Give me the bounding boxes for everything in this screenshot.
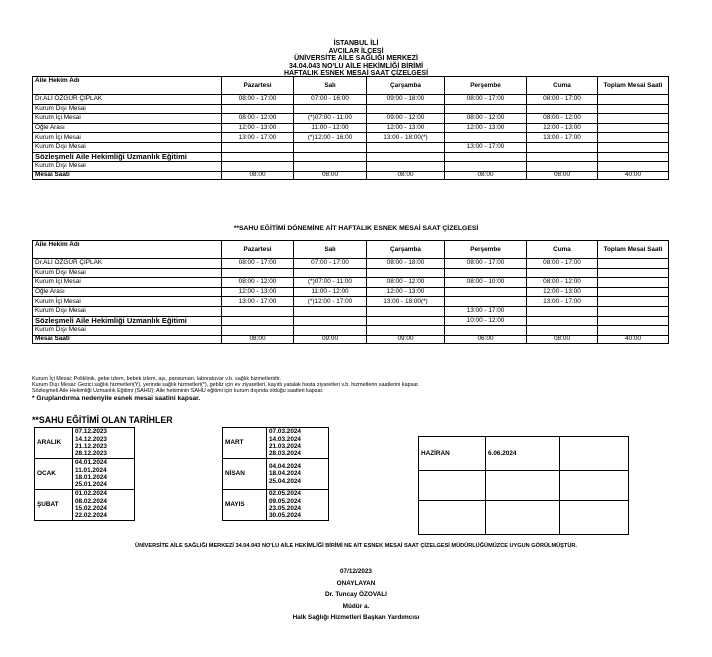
date-value: 14.03.2024 bbox=[269, 435, 301, 443]
approval-statement: ÜNİVERSİTE AİLE SAĞLIĞI MERKEZİ 34.04.043 NO'LU AİLE HEKİMLİĞİ BİRİMİ NE AİT ESNEK MESAİ SAAT ÇİZELGESİ MÜDÜRLÜĞÜMÜZCE UYGUN GÖRÜLMÜŞTÜR. bbox=[135, 543, 577, 549]
table-cell: 12:00 - 13:00 bbox=[222, 287, 294, 297]
table-cell bbox=[294, 162, 367, 172]
table-cell: (*)07:00 - 11:00 bbox=[294, 278, 367, 288]
table-row bbox=[33, 104, 669, 114]
table-cell bbox=[294, 152, 367, 162]
table-cell bbox=[527, 104, 598, 114]
table-cell: 12:00 - 13:00 bbox=[445, 123, 527, 133]
table-cell: 09:00 bbox=[294, 335, 367, 343]
column-header: Toplam Mesai Saati bbox=[598, 77, 669, 95]
column-header: Pazartesi bbox=[222, 77, 294, 95]
month-label: NİSAN bbox=[223, 459, 267, 490]
date-value: 04.01.2024 bbox=[75, 459, 107, 467]
date-value: 07.12.2023 bbox=[75, 428, 107, 436]
table-row bbox=[33, 95, 669, 105]
empty-cell bbox=[560, 501, 629, 535]
sahu-schedule-title: **SAHU EĞİTİMİ DÖNEMİNE AİT HAFTALIK ESNEK MESAİ SAAT ÇİZELGESİ bbox=[233, 225, 479, 232]
approval-date: 07/12/2023 bbox=[340, 568, 372, 575]
month-label: MAYIS bbox=[223, 490, 267, 521]
table-cell: 07:00 - 17:00 bbox=[294, 259, 367, 269]
month-group bbox=[223, 428, 329, 459]
table-cell bbox=[527, 316, 598, 326]
table-cell bbox=[598, 306, 669, 316]
table-cell: 13:00 - 17:00 bbox=[445, 306, 527, 316]
empty-cell bbox=[486, 501, 560, 535]
date-value: 08.02.2024 bbox=[75, 497, 107, 505]
table-cell bbox=[445, 287, 527, 297]
note-grouping: * Gruplandırma nedenyile esnek mesai saatini kapsar. bbox=[32, 395, 201, 402]
schedule-table-regular bbox=[32, 76, 669, 180]
date-value: 22.02.2024 bbox=[75, 512, 107, 520]
table-cell: 08:00 - 17:00 bbox=[445, 259, 527, 269]
table-cell bbox=[367, 142, 445, 152]
table-cell bbox=[294, 326, 367, 336]
sahu-dates-table-right bbox=[418, 436, 629, 535]
table-cell: 08:00 bbox=[367, 171, 445, 179]
table-cell bbox=[294, 268, 367, 278]
table-cell bbox=[527, 152, 598, 162]
table-cell bbox=[445, 297, 527, 307]
table-row bbox=[33, 114, 669, 124]
table-cell bbox=[222, 152, 294, 162]
table-cell: 08:00 - 12:00 bbox=[367, 278, 445, 288]
column-header: Pazartesi bbox=[222, 241, 294, 259]
table-header-row bbox=[33, 241, 669, 259]
table-cell: (*)12:00 - 17:00 bbox=[294, 297, 367, 307]
date-list bbox=[267, 459, 329, 490]
table-cell bbox=[222, 326, 294, 336]
date-value: 14.12.2023 bbox=[75, 435, 107, 443]
table-cell bbox=[294, 142, 367, 152]
table-cell: 10:00 - 12:00 bbox=[445, 316, 527, 326]
date-list bbox=[73, 459, 135, 490]
column-header: Aile Hekim Adı bbox=[33, 77, 222, 95]
date-value: 28.12.2023 bbox=[75, 450, 107, 458]
table-cell: 08:00 - 12:00 bbox=[527, 114, 598, 124]
table-row bbox=[33, 306, 669, 316]
row-label: Kurum Dışı Mesai bbox=[33, 142, 222, 152]
empty-cell bbox=[419, 471, 486, 501]
approval-status: ONAYLAYAN bbox=[336, 579, 376, 587]
table-cell bbox=[598, 316, 669, 326]
date-value: 18.01.2024 bbox=[75, 474, 107, 481]
table-cell: 13:00 - 17:00 bbox=[527, 133, 598, 143]
column-header: Salı bbox=[294, 241, 367, 259]
sahu-dates-table-left bbox=[34, 427, 135, 521]
date-value: 11.01.2024 bbox=[75, 466, 107, 474]
date-value: 07.03.2024 bbox=[269, 428, 301, 436]
month-group bbox=[35, 428, 135, 459]
empty-cell bbox=[560, 437, 629, 471]
date-list bbox=[73, 490, 135, 521]
table-row bbox=[33, 259, 669, 269]
row-label: Öğle Arası bbox=[33, 287, 222, 297]
table-cell: 13:00 - 17:00 bbox=[527, 297, 598, 307]
column-header: Toplam Mesai Saati bbox=[598, 241, 669, 259]
table-cell bbox=[445, 162, 527, 172]
row-label: Sözleşmeli Aile Hekimliği Uzmanlık Eğitimi bbox=[33, 316, 222, 326]
row-label: Kurum İçi Mesai bbox=[33, 278, 222, 288]
table-cell bbox=[527, 306, 598, 316]
table-cell: 11:00 - 12:00 bbox=[294, 123, 367, 133]
table-cell bbox=[598, 104, 669, 114]
table-cell bbox=[527, 162, 598, 172]
table-cell bbox=[222, 316, 294, 326]
table-cell bbox=[527, 326, 598, 336]
date-value: 21.03.2024 bbox=[269, 443, 301, 450]
table-cell bbox=[294, 104, 367, 114]
table-header-row bbox=[33, 77, 669, 95]
date-value: 02.05.2024 bbox=[269, 490, 301, 498]
note-internal: Kurum İçi Mesai: Poliklinik, gebe izlem, bebek izlem, aşı, pansuman, laboratuvar v.b. sağlık hizmetleridir. bbox=[32, 376, 281, 382]
column-header: Salı bbox=[294, 77, 367, 95]
table-cell: (*)07:00 - 11:00 bbox=[294, 114, 367, 124]
column-header: Aile Hekim Adı bbox=[33, 241, 222, 259]
sahu-dates-title: **SAHU EĞİTİMİ OLAN TARİHLER bbox=[32, 415, 173, 425]
table-cell: 09:00 - 18:00 bbox=[367, 95, 445, 105]
table-cell bbox=[598, 95, 669, 105]
table-cell bbox=[445, 268, 527, 278]
row-label: Mesai Saati bbox=[33, 171, 222, 179]
date-value: 25.04.2024 bbox=[269, 477, 301, 485]
row-label: Kurum Dışı Mesai bbox=[33, 268, 222, 278]
table-cell bbox=[527, 142, 598, 152]
table-cell: 12:00 - 13:00 bbox=[367, 123, 445, 133]
date-value: 6.06.2024 bbox=[486, 437, 560, 471]
date-value: 21.12.2023 bbox=[75, 443, 107, 450]
month-label: MART bbox=[223, 428, 267, 459]
column-header: Cuma bbox=[527, 241, 598, 259]
column-header: Perşembe bbox=[445, 77, 527, 95]
document-header bbox=[0, 40, 712, 78]
table-row bbox=[33, 171, 669, 179]
table-cell: 12:00 - 13:00 bbox=[367, 287, 445, 297]
table-cell: 08:00 - 17:00 bbox=[222, 259, 294, 269]
table-cell bbox=[222, 306, 294, 316]
empty-cell bbox=[419, 501, 486, 535]
table-cell: 08:00 bbox=[445, 171, 527, 179]
table-cell bbox=[598, 259, 669, 269]
table-cell: 08:00 - 18:00 bbox=[367, 259, 445, 269]
table-cell: 07:00 - 16:00 bbox=[294, 95, 367, 105]
row-label: Kurum İçi Mesai bbox=[33, 133, 222, 143]
row-label: Mesai Saati bbox=[33, 335, 222, 343]
date-value: 04.04.2024 bbox=[269, 462, 301, 470]
table-row bbox=[33, 335, 669, 343]
row-label: Dr.ALİ ÖZGÜR ÇIPLAK bbox=[33, 95, 222, 105]
table-row bbox=[33, 162, 669, 172]
row-label: Öğle Arası bbox=[33, 123, 222, 133]
table-cell: 08:00 bbox=[222, 171, 294, 179]
month-label: OCAK bbox=[35, 459, 73, 490]
column-header: Cuma bbox=[527, 77, 598, 95]
table-row bbox=[33, 316, 669, 326]
table-cell: 08:00 - 12:00 bbox=[222, 114, 294, 124]
table-cell bbox=[222, 268, 294, 278]
table-cell bbox=[367, 162, 445, 172]
table-row bbox=[33, 133, 669, 143]
table-cell: 08:00 - 17:00 bbox=[527, 95, 598, 105]
table-cell: 08:00 bbox=[527, 335, 598, 343]
column-header: Çarşamba bbox=[367, 241, 445, 259]
column-header: Perşembe bbox=[445, 241, 527, 259]
table-cell: 13:00 - 18:00(*) bbox=[367, 297, 445, 307]
table-cell bbox=[598, 326, 669, 336]
row-label: Sözleşmeli Aile Hekimliği Uzmanlık Eğitimi bbox=[33, 152, 222, 162]
table-cell bbox=[294, 316, 367, 326]
table-row bbox=[33, 297, 669, 307]
table-cell bbox=[598, 162, 669, 172]
month-group bbox=[35, 490, 135, 521]
table-row bbox=[33, 326, 669, 336]
month-group bbox=[223, 490, 329, 521]
table-cell: 08:00 - 17:00 bbox=[222, 95, 294, 105]
row-label: Kurum Dışı Mesai bbox=[33, 306, 222, 316]
table-cell: 08:00 - 10:00 bbox=[445, 278, 527, 288]
empty-cell bbox=[486, 471, 560, 501]
notes-block bbox=[32, 376, 419, 402]
row-label: Dr.ALİ ÖZGÜR ÇIPLAK bbox=[33, 259, 222, 269]
table-cell bbox=[598, 133, 669, 143]
date-value: 01.02.2024 bbox=[75, 490, 107, 498]
table-row bbox=[33, 123, 669, 133]
table-cell bbox=[222, 162, 294, 172]
table-cell bbox=[598, 287, 669, 297]
table-row bbox=[33, 287, 669, 297]
table-cell: 12:00 - 13:00 bbox=[222, 123, 294, 133]
table-cell bbox=[367, 316, 445, 326]
table-cell bbox=[367, 268, 445, 278]
table-cell: 08:00 bbox=[294, 171, 367, 179]
row-label: Kurum Dışı Mesai bbox=[33, 104, 222, 114]
table-cell: 08:00 - 17:00 bbox=[445, 95, 527, 105]
month-label: HAZİRAN bbox=[419, 437, 486, 471]
date-value: 23.05.2024 bbox=[269, 505, 301, 512]
date-value: 28.03.2024 bbox=[269, 450, 301, 458]
header-center: ÜNİVERSİTE AİLE SAĞLIĞI MERKEZİ bbox=[294, 55, 418, 63]
date-value: 25.01.2024 bbox=[75, 481, 107, 489]
schedule-table-sahu bbox=[32, 240, 669, 344]
table-cell: 13:00 - 18:00(*) bbox=[367, 133, 445, 143]
row-label: Kurum Dışı Mesai bbox=[33, 162, 222, 172]
month-group bbox=[35, 459, 135, 490]
table-row bbox=[33, 268, 669, 278]
month-group bbox=[223, 459, 329, 490]
table-cell: (*)12:00 - 16:00 bbox=[294, 133, 367, 143]
date-value: 15.02.2024 bbox=[75, 505, 107, 512]
table-cell: 08:00 bbox=[222, 335, 294, 343]
table-cell: 13:00 - 17:00 bbox=[222, 133, 294, 143]
table-cell: 40:00 bbox=[598, 335, 669, 343]
table-cell bbox=[367, 152, 445, 162]
table-cell: 06:00 bbox=[445, 335, 527, 343]
date-value: 18.04.2024 bbox=[269, 470, 301, 478]
table-cell: 08:00 - 12:00 bbox=[527, 278, 598, 288]
table-cell: 09:00 bbox=[367, 335, 445, 343]
schedule-table-body bbox=[33, 77, 669, 180]
column-header: Çarşamba bbox=[367, 77, 445, 95]
table-cell bbox=[445, 326, 527, 336]
date-value: 09.05.2024 bbox=[269, 497, 301, 505]
table-cell: 12:00 - 13:00 bbox=[527, 123, 598, 133]
date-list bbox=[267, 428, 329, 459]
date-value: 30.05.2024 bbox=[269, 512, 301, 520]
approver-office: Halk Sağlığı Hizmetleri Başkan Yardımcısı bbox=[292, 614, 420, 621]
table-cell: 12:00 - 13:00 bbox=[527, 287, 598, 297]
table-row bbox=[33, 278, 669, 288]
table-cell bbox=[367, 306, 445, 316]
table-cell: 08:00 - 12:00 bbox=[222, 278, 294, 288]
header-district: AVCILAR İLÇESİ bbox=[328, 47, 384, 55]
approver-name: Dr. Tuncay ÖZOVALI bbox=[325, 591, 387, 598]
row-label: Kurum İçi Mesai bbox=[33, 114, 222, 124]
sahu-dates-table-middle bbox=[222, 427, 329, 521]
table-cell bbox=[445, 152, 527, 162]
month-label: ŞUBAT bbox=[35, 490, 73, 521]
date-list bbox=[267, 490, 329, 521]
month-label: ARALIK bbox=[35, 428, 73, 459]
table-row bbox=[33, 152, 669, 162]
table-cell bbox=[367, 104, 445, 114]
table-cell bbox=[445, 133, 527, 143]
table-cell bbox=[445, 104, 527, 114]
schedule-table-body bbox=[33, 241, 669, 344]
table-cell: 08:00 - 17:00 bbox=[527, 259, 598, 269]
approver-title: Müdür a. bbox=[342, 602, 370, 610]
table-cell bbox=[598, 142, 669, 152]
header-unit: 34.04.043 NO'LU AİLE HEKİMLİĞİ BİRİMİ bbox=[288, 62, 424, 70]
table-cell: 08:00 bbox=[527, 171, 598, 179]
row-label: Kurum İçi Mesai bbox=[33, 297, 222, 307]
table-cell bbox=[222, 142, 294, 152]
table-cell bbox=[222, 104, 294, 114]
note-sahu: Sözleşmeli Aile Hekimliği Uzmanlık Eğitimi (SAHU): Aile hekiminin SAHU eğitimi için kurum dışında olduğu saatleri kapsar. bbox=[32, 388, 324, 394]
table-cell bbox=[598, 152, 669, 162]
empty-cell bbox=[560, 471, 629, 501]
header-title: HAFTALIK ESNEK MESAİ SAAT ÇİZELGESİ bbox=[283, 70, 429, 78]
table-cell bbox=[598, 297, 669, 307]
table-cell: 40:00 bbox=[598, 171, 669, 179]
note-external: Kurum Dışı Mesai: Gezici sağlık hizmetleri(Y), yerinde sağlık hizmetleri(*), gebliz için ev ziyaretleri, kayıtlı yatalak hasta ziyaretleri v.b. hizmetlerin saatlerini kapsar. bbox=[32, 382, 420, 388]
header-province: İSTANBUL İLİ bbox=[333, 40, 379, 47]
table-cell bbox=[598, 114, 669, 124]
row-label: Kurum Dışı Mesai bbox=[33, 326, 222, 336]
table-cell bbox=[294, 306, 367, 316]
table-cell: 13:00 - 17:00 bbox=[222, 297, 294, 307]
table-cell: 08:00 - 12:00 bbox=[445, 114, 527, 124]
table-cell: 13:00 - 17:00 bbox=[445, 142, 527, 152]
table-cell bbox=[527, 268, 598, 278]
table-row bbox=[33, 142, 669, 152]
table-cell bbox=[598, 278, 669, 288]
table-cell: 11:00 - 12:00 bbox=[294, 287, 367, 297]
table-cell bbox=[367, 326, 445, 336]
table-cell bbox=[598, 268, 669, 278]
approval-block bbox=[0, 566, 712, 624]
table-cell bbox=[598, 123, 669, 133]
table-cell: 09:00 - 12:00 bbox=[367, 114, 445, 124]
date-list bbox=[73, 428, 135, 459]
